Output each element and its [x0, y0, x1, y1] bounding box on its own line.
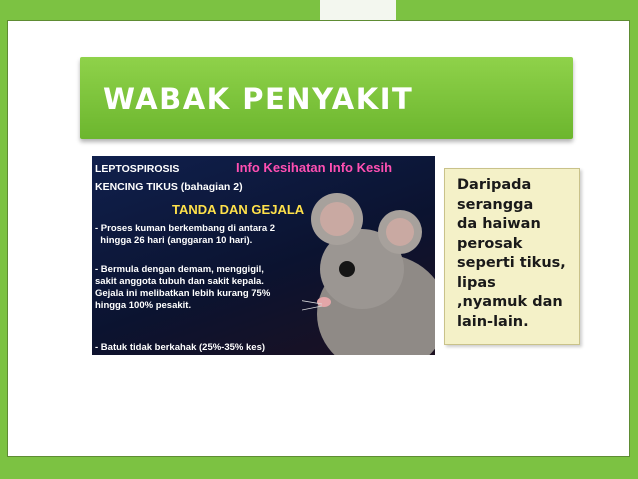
mouse-illustration: [302, 174, 435, 355]
image-heading: LEPTOSPIROSIS: [95, 163, 180, 175]
slide-title: WABAK PENYAKIT: [103, 82, 414, 116]
image-section-title: TANDA DAN GEJALA: [172, 202, 305, 217]
image-banner: Info Kesihatan Info Kesih: [236, 160, 393, 175]
image-bullet: - Batuk tidak berkahak (25%-35% kes): [95, 342, 266, 353]
image-bullet: - Bermula dengan demam, menggigil, sakit anggota tubuh dan sakit kepala. Gejala ini melibatkan lebih kurang 75% hingga 100% pesakit.: [95, 264, 271, 311]
text-box-content: Daripada serangga da haiwan perosak seperti tikus, lipas ,nyamuk dan lain-lain.: [457, 177, 566, 330]
image-bullet: - Proses kuman berkembang di antara 2 hingga 26 hari (anggaran 10 hari).: [95, 223, 276, 246]
image-subheading: KENCING TIKUS (bahagian 2): [95, 181, 243, 193]
leptospirosis-infographic-image: [92, 156, 435, 355]
